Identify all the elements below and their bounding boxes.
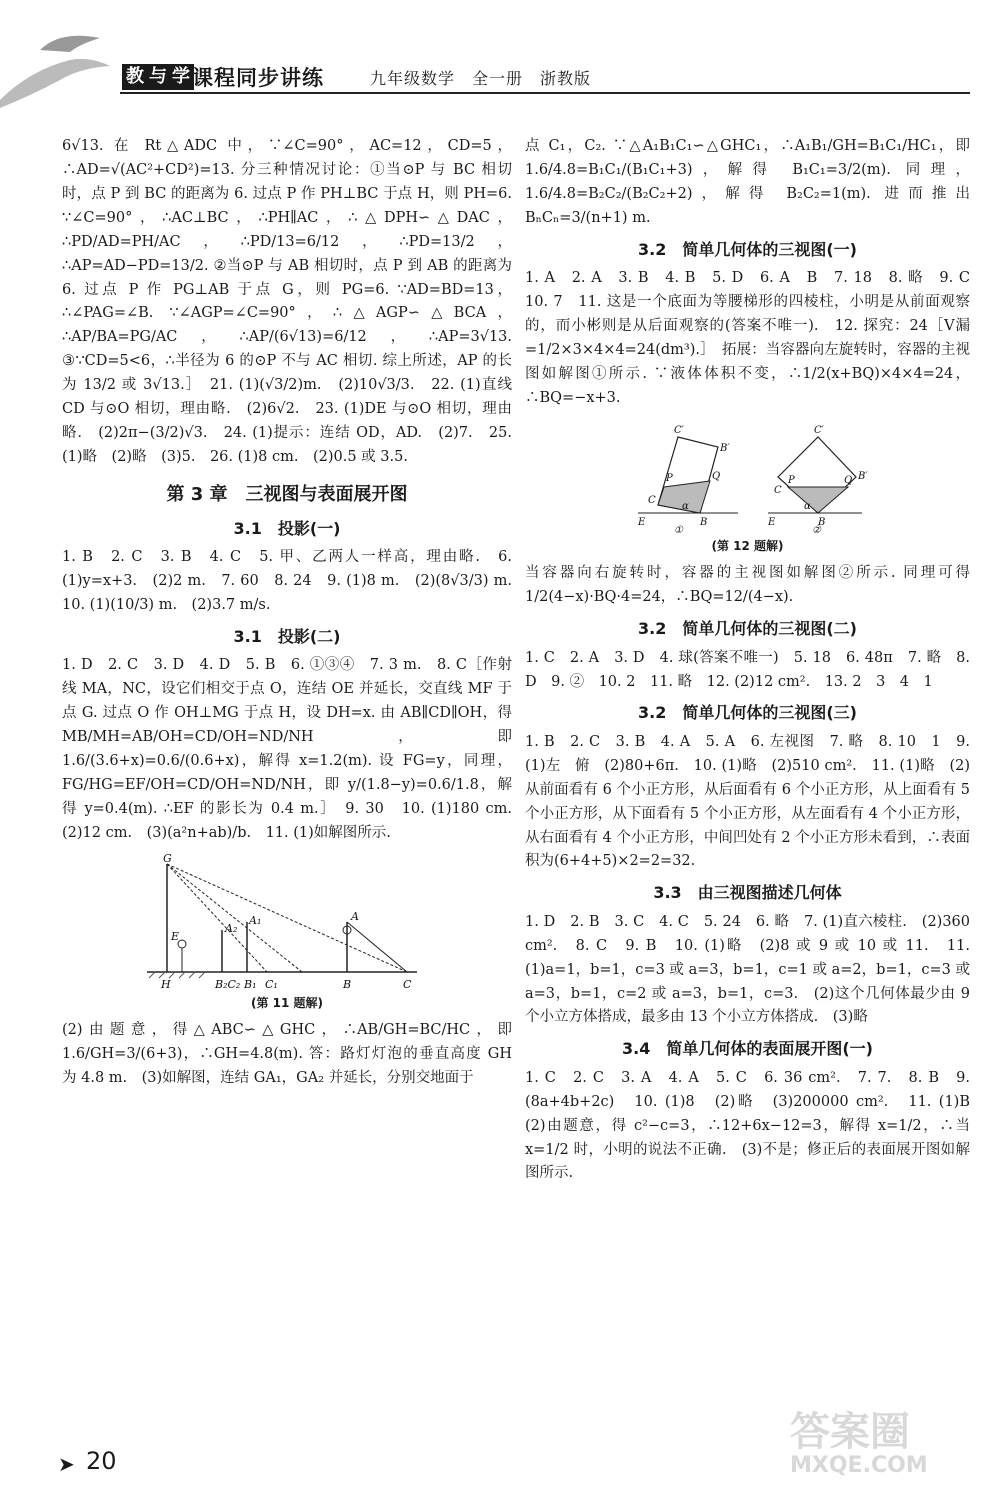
fig12-label-B-prime-2: B′	[857, 470, 868, 482]
fig11-label-H: H	[161, 977, 171, 991]
watermark-logo	[790, 1400, 990, 1495]
fig12-label-Q-2: Q	[843, 474, 852, 486]
fig11-label-G: G	[163, 851, 172, 865]
figure-11-diagram	[137, 852, 437, 992]
answers-3-2-a-continued: 当容器向右旋转时，容器的主视图如解图②所示. 同理可得 1/2(4−x)·BQ·4=24，∴BQ=12/(4−x).	[525, 565, 970, 606]
right-column	[525, 135, 985, 1190]
fig12-label-P-2: P	[787, 474, 795, 486]
fig12-label-circled-1: ①	[673, 524, 683, 535]
fig12-label-B-prime-1: B′	[719, 442, 730, 454]
answers-3-1-a: 1. B 2. C 3. B 4. C 5. 甲、乙两人一样高，理由略. 6. (1)y=x+3. (2)2 m. 7. 60 8. 24 9. (1)8 m. (2)(8√3/3) m. 10. (1)(10/3) m. (2)3.7 m/s.	[62, 548, 527, 613]
figure-12-diagram	[628, 417, 868, 535]
answers-3-4: 1. C 2. C 3. A 4. A 5. C 6. 36 cm². 7. 7. 8. B 9. (8a+4b+2c) 10. (1)8 (2)略 (3)200000 cm². 11. (1)B (2)由题意，得 c²−c=3，∴12+6x−12=3，解得 x=1/2，∴当 x=1/2 时，小明的说法不正确. (3)不是；修正后的表面展开图如解图所示.	[525, 1069, 985, 1182]
logo-char-3: 学	[168, 64, 194, 90]
logo-char-2: 与	[145, 64, 171, 90]
fig12-label-alpha-1: α	[681, 500, 689, 512]
figure-12-caption: (第 12 题解)	[711, 538, 784, 553]
fig11-label-B2C2: B₂C₂	[215, 977, 241, 991]
section-heading-3-1-b: 3.1 投影(二)	[233, 626, 341, 646]
fig12-label-B-1: B	[699, 516, 707, 528]
watermark-url: MXQE.COM	[790, 1453, 928, 1478]
left-column	[62, 135, 527, 1095]
section-heading-3-4: 3.4 简单几何体的表面展开图(一)	[622, 1039, 873, 1059]
chapter-heading: 第 3 章 三视图与表面展开图	[166, 483, 408, 505]
answers-3-2-c: 1. B 2. C 3. B 4. A 5. A 6. 左视图 7. 略 8. 10 1 9. (1)左 俯 (2)80+6π. 10. (1)略 (2)510 cm². 11. (1)略 (2)从前面看有 6 个小正方形，从后面看有 6 个小正方形，从上面看有 5 个小正方形，从下面看有 5 个小正方形，从左面看有 4 个小正方形，从右面看有 4 个小正方形，中间凹处有 2 个小正方形未看到，∴表面积为(6+4+5)×2=2=32.	[525, 733, 970, 870]
section-heading-3-2-b: 3.2 简单几何体的三视图(二)	[638, 619, 857, 639]
section-heading-3-1-a: 3.1 投影(一)	[233, 518, 341, 538]
figure-11-caption: (第 11 题解)	[250, 995, 324, 1010]
section-heading-3-2-c: 3.2 简单几何体的三视图(三)	[638, 703, 857, 723]
section-heading-3-3: 3.3 由三视图描述几何体	[653, 883, 842, 903]
fig12-label-P-1: P	[665, 472, 673, 484]
fig11-label-A2: A₂	[225, 921, 238, 935]
fig12-label-C-prime-1: C′	[673, 424, 684, 436]
fig12-label-E-2: E	[767, 516, 775, 528]
fig12-label-C-1: C	[647, 494, 656, 506]
series-title: 课程同步讲练	[192, 65, 324, 90]
fig12-label-B-2: B	[817, 516, 825, 528]
fig11-label-C1: C₁	[265, 977, 278, 991]
answers-3-2-b: 1. C 2. A 3. D 4. 球(答案不唯一) 5. 18 6. 48π 7. 略 8. D 9. ② 10. 2 11. 略 12. (2)12 cm². 13. 2 3 4 1	[525, 649, 970, 690]
answers-3-1-b: 1. D 2. C 3. D 4. D 5. B 6. ①③④ 7. 3 m. 8. C［作射线 MA，NC，设它们相交于点 O，连结 OE 并延长，交直线 MF 于点 G. 过点 O 作 OH⊥MG 于点 H，设 DH=x. 由 AB∥CD∥OH，得 MB/MH=AB/OH=CD/OH=ND/NH，即 1.6/(3.6+x)=0.6/(0.6+x)，解得 x=1.2(m). 设 FG=y，同理，FG/HG=EF/OH=CD/OH=ND/NH，即 y/(1.8−y)=0.6/1.8，解得 y=0.4(m). ∴EF 的影长为 0.4 m.］ 9. 30 10. (1)180 cm. (2)12 cm. (3)(a²n+ab)/b. 11. (1)如解图所示.	[62, 657, 527, 841]
solution-continued: 6√13. 在 Rt△ADC 中，∵∠C=90°，AC=12，CD=5，∴AD=√(AC²+CD²)=13. 分三种情况讨论：①当⊙P 与 BC 相切时，点 P 到 BC 的距离为 6. 过点 P 作 PH⊥BC 于点 H，则 PH=6. ∵∠C=90°，∴AC⊥BC，∴PH∥AC，∴△DPH∽△DAC，∴PD/AD=PH/AC，∴PD/13=6/12，∴PD=13/2，∴AP=AD−PD=13/2. ②当⊙P 与 AB 相切时，点 P 到 AB 的距离为 6. 过点 P 作 PG⊥AB 于点 G，则 PG=6. ∵AD=BD=13，∴∠PAG=∠B. ∵∠AGP=∠C=90°，∴△AGP∽△BCA，∴AP/BA=PG/AC，∴AP/(6√13)=6/12，∴AP=3√13. ③∵CD=5<6，∴半径为 6 的⊙P 不与 AC 相切. 综上所述，AP 的长为 13/2 或 3√13.］ 21. (1)(√3/2)m. (2)10√3/3. 22. (1)直线 CD 与⊙O 相切，理由略. (2)6√2. 23. (1)DE 与⊙O 相切，理由略. (2)2π−(3/2)√3. 24. (1)提示：连结 OD，AD. (2)7. 25. (1)略 (2)略 (3)5. 26. (1)8 cm. (2)0.5 或 3.5.	[62, 138, 512, 465]
page-arrow-icon: ➤	[58, 1452, 75, 1476]
fig12-label-C-prime-2: C′	[813, 424, 824, 436]
page-header	[0, 0, 1000, 110]
fig12-label-C-2: C	[773, 484, 782, 496]
answers-3-2-a: 1. A 2. A 3. B 4. B 5. D 6. A B 7. 18 8. 略 9. C 10. 7 11. 这是一个底面为等腰梯形的四棱柱，小明是从前面观察的，而小彬则是从后面观察的(答案不唯一). 12. 探究：24［V漏=1/2×3×4×4=24(dm³).］ 拓展：当容器向左旋转时，容器的主视图如解图①所示. ∵液体体积不变，∴1/2(x+BQ)×4×4=24，∴BQ=−x+3.	[525, 270, 985, 406]
watermark-text: 答案圈	[790, 1409, 910, 1455]
answers-3-1-b-continued: (2)由题意，得△ABC∽△GHC，∴AB/GH=BC/HC，即 1.6/GH=3/(6+3)，∴GH=4.8(m). 答：路灯灯泡的垂直高度 GH 为 4.8 m. (3)如解图，连结 GA₁，GA₂ 并延长，分别交地面于	[62, 1022, 512, 1087]
fig12-label-circled-2: ②	[811, 524, 821, 535]
fig11-label-A: A	[351, 909, 359, 923]
section-heading-3-2-a: 3.2 简单几何体的三视图(一)	[638, 239, 857, 259]
fig12-label-E-1: E	[637, 516, 645, 528]
logo-char-1: 教	[122, 64, 148, 90]
fig12-label-alpha-2: α	[803, 500, 811, 512]
fig11-label-C: C	[403, 977, 412, 991]
page-number: 20	[86, 1447, 117, 1475]
solution-continued-right: 点 C₁，C₂. ∵△A₁B₁C₁∽△GHC₁，∴A₁B₁/GH=B₁C₁/HC₁，即 1.6/4.8=B₁C₁/(B₁C₁+3)，解得 B₁C₁=3/2(m). 同理，1.6/4.8=B₂C₂/(B₂C₂+2)，解得 B₂C₂=1(m). 进而推出 BₙCₙ=3/(n+1) m.	[525, 138, 970, 226]
bird-decoration-icon	[0, 30, 120, 110]
fig12-label-Q-1: Q	[711, 470, 720, 482]
fig11-label-B1: B₁	[244, 977, 257, 991]
fig11-label-A1: A₁	[249, 913, 262, 927]
fig11-label-E: E	[171, 929, 180, 943]
header-rule	[120, 92, 970, 94]
answers-3-3: 1. D 2. B 3. C 4. C 5. 24 6. 略 7. (1)直六棱柱. (2)360 cm². 8. C 9. B 10. (1)略 (2)8 或 9 或 10 或 11. 11. (1)a=1，b=1，c=3 或 a=3，b=1，c=1 或 a=2，b=1，c=3 或 a=3，b=1，c=2 或 a=3，b=1，c=3. (2)这个几何体最少由 9 个小立方体搭成，最多由 13 个小立方体搭成. (3)略	[525, 913, 970, 1026]
book-subtitle: 九年级数学 全一册 浙教版	[370, 69, 592, 88]
fig11-label-B: B	[343, 977, 352, 991]
